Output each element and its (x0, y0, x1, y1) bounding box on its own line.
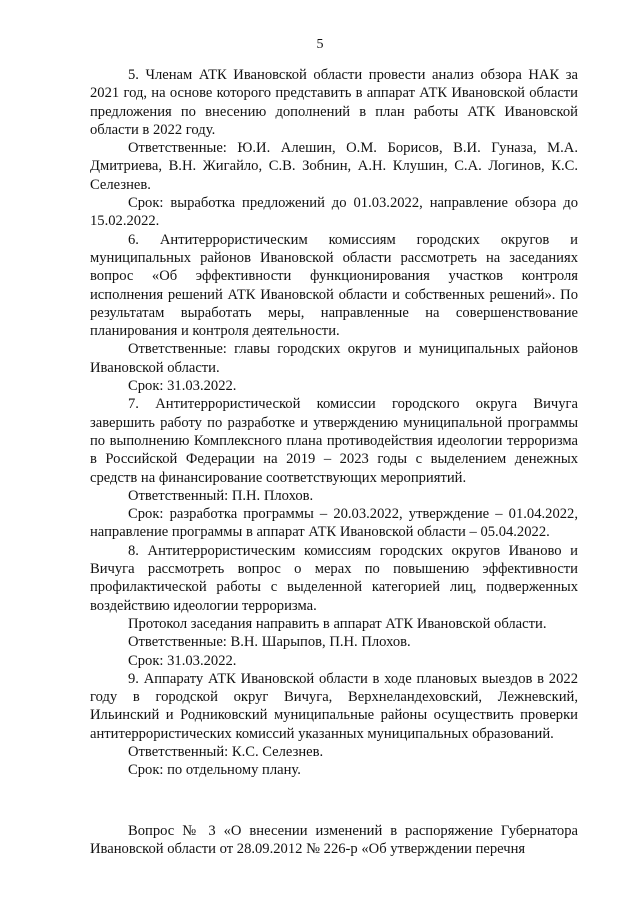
paragraph-responsible-7: Ответственный: П.Н. Плохов. (128, 487, 314, 504)
paragraph-deadline-7: Срок: разработка программы – 20.03.2022, утверждение – 01.04.2022, направление программы в аппарат АТК Ивановской области – 05.04.2022. (90, 506, 578, 541)
paragraph-item-8: 8. Антитеррористическим комиссиям городских округов Иваново и Вичуга рассмотреть вопрос о мерах по повышению эффективности профилактической работы с выделенной категорией лиц, подверженных воздействию идеологии терроризма. (90, 542, 578, 614)
paragraph-deadline-9: Срок: по отдельному плану. (128, 762, 301, 779)
paragraph-responsible-5: Ответственные: Ю.И. Алешин, О.М. Борисов, В.И. Гуназа, М.А. Дмитриева, В.Н. Жигайло, С.В. Зобнин, А.Н. Клушин, С.А. Логинов, К.С. Селезнев. (90, 140, 578, 193)
paragraph-deadline-6: Срок: 31.03.2022. (128, 378, 237, 395)
document-body (90, 66, 578, 858)
section-gap (90, 780, 578, 822)
paragraph-deadline-5: Срок: выработка предложений до 01.03.2022, направление обзора до 15.02.2022. (90, 195, 578, 230)
paragraph-protocol-8: Протокол заседания направить в аппарат АТК Ивановской области. (128, 615, 547, 632)
page-number: 5 (316, 37, 324, 52)
paragraph-responsible-6: Ответственные: главы городских округов и муниципальных районов Ивановской области. (90, 341, 578, 376)
paragraph-deadline-8: Срок: 31.03.2022. (128, 652, 237, 669)
paragraph-item-6: 6. Антитеррористическим комиссиям городских округов и муниципальных районов Ивановской области рассмотреть на заседаниях вопрос «Об эффективности функционирования участков контроля исполнения решений АТК Ивановской области и собственных решений». По результатам выработать меры, направленные на совершенствование планирования и контроля деятельности. (90, 231, 578, 340)
paragraph-responsible-9: Ответственный: К.С. Селезнев. (128, 743, 324, 760)
paragraph-item-7: 7. Антитеррористической комиссии городского округа Вичуга завершить работу по разработке и утверждению муниципальной программы по выполнению Комплексного плана противодействия идеологии терроризма в Российской Федерации на 2019 – 2023 годы с выделением денежных средств на финансирование соответствующих мероприятий. (90, 396, 578, 486)
paragraph-item-5: 5. Членам АТК Ивановской области провести анализ обзора НАК за 2021 год, на основе которого представить в аппарат АТК Ивановской области предложения по внесению дополнений в план работы АТК Ивановской области в 2022 году. (90, 67, 578, 138)
paragraph-responsible-8: Ответственные: В.Н. Шарыпов, П.Н. Плохов. (128, 634, 411, 651)
paragraph-item-9: 9. Аппарату АТК Ивановской области в ходе плановых выездов в 2022 году в городской округ Вичуга, Верхнеландеховский, Лежневский, Ильинский и Родниковский муниципальные районы осуществить проверки антитеррористических комиссий указанных муниципальных образований. (90, 670, 578, 742)
question-3-heading: Вопрос № 3 «О внесении изменений в распоряжение Губернатора Ивановской области от 28.09.2012 № 226-р «Об утверждении перечня (90, 822, 578, 857)
